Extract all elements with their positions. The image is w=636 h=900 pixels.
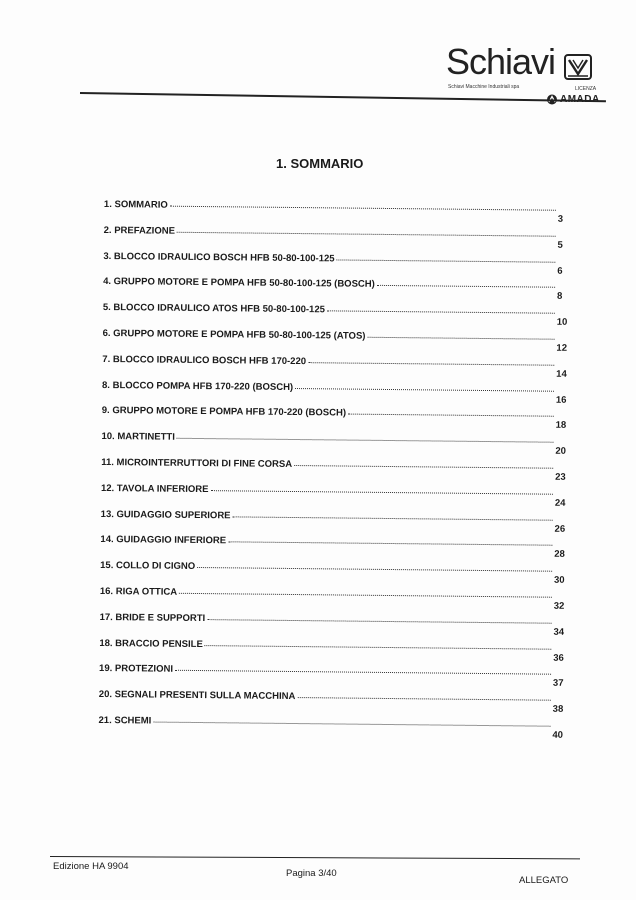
- brand-name: Schiavi: [446, 41, 556, 82]
- toc-dot-leader: [210, 489, 552, 495]
- toc-entry-page: 10: [556, 316, 568, 329]
- toc-entry-label: 18. BRACCIO PENSILE: [99, 637, 203, 650]
- table-of-contents: [98, 199, 569, 746]
- toc-dot-leader: [308, 361, 554, 366]
- toc-entry-label: 16. RIGA OTTICA: [99, 585, 178, 598]
- toc-dot-leader: [348, 413, 554, 417]
- toc-dot-leader: [367, 336, 554, 340]
- toc-entry-label: 21. SCHEMI: [98, 714, 152, 727]
- toc-dot-leader: [327, 310, 555, 314]
- toc-entry-page: 23: [555, 471, 566, 483]
- toc-entry-label: 10. MARTINETTI: [101, 431, 175, 443]
- toc-entry-page: 16: [555, 394, 567, 406]
- toc-entry-label: 3. BLOCCO IDRAULICO BOSCH HFB 50-80-100-125: [103, 250, 335, 265]
- toc-entry-page: 40: [552, 729, 564, 741]
- toc-dot-leader: [233, 515, 553, 520]
- toc-entry-label: 7. BLOCCO IDRAULICO BOSCH HFB 170-220: [102, 353, 307, 367]
- toc-dot-leader: [177, 437, 554, 443]
- toc-entry-page: 34: [553, 626, 565, 638]
- toc-dot-leader: [179, 592, 552, 598]
- license-label: LICENZA: [575, 86, 597, 92]
- page-title: 1. SOMMARIO: [276, 156, 364, 171]
- footer-page-number: Pagina 3/40: [286, 868, 337, 879]
- toc-entry-label: 1. SOMMARIO: [103, 199, 168, 211]
- partner-brand: AMADA: [560, 94, 600, 105]
- toc-dot-leader: [297, 696, 550, 701]
- footer-annex-label: ALLEGATO: [519, 875, 569, 886]
- toc-entry-page: 26: [554, 523, 566, 535]
- toc-entry-page: 36: [553, 652, 564, 664]
- toc-entry-label: 12. TAVOLA INFERIORE: [100, 482, 209, 495]
- toc-entry-label: 5. BLOCCO IDRAULICO ATOS HFB 50-80-100-125: [102, 302, 325, 316]
- toc-entry-page: 28: [554, 549, 565, 561]
- footer-divider: [50, 856, 580, 859]
- toc-entry-page: 24: [554, 497, 566, 509]
- toc-entry-page: 3: [557, 213, 564, 225]
- toc-dot-leader: [205, 644, 552, 650]
- schiavi-logo-icon: [564, 54, 592, 80]
- toc-entry-label: 8. BLOCCO POMPA HFB 170-220 (BOSCH): [101, 379, 294, 393]
- toc-entry-page: 18: [555, 420, 567, 432]
- toc-entry-page: 12: [556, 342, 568, 354]
- toc-entry-page: 8: [556, 291, 563, 303]
- toc-entry-label: 20. SEGNALI PRESENTI SULLA MACCHINA: [98, 689, 296, 703]
- toc-dot-leader: [175, 669, 551, 675]
- toc-dot-leader: [153, 720, 550, 726]
- toc-dot-leader: [207, 618, 551, 624]
- toc-dot-leader: [295, 387, 554, 392]
- toc-entry-page: 32: [553, 600, 565, 612]
- toc-dot-leader: [228, 541, 552, 546]
- toc-entry-page: 30: [553, 574, 565, 587]
- toc-entry-label: 15. COLLO DI CIGNO: [100, 560, 196, 573]
- toc-dot-leader: [294, 464, 553, 469]
- toc-dot-leader: [377, 284, 555, 288]
- toc-dot-leader: [177, 231, 556, 237]
- toc-entry-label: 19. PROTEZIONI: [99, 663, 174, 676]
- toc-entry-page: 5: [557, 239, 563, 251]
- toc-entry-page: 6: [557, 265, 563, 277]
- toc-entry-label: 6. GRUPPO MOTORE E POMPA HFB 50-80-100-125 (ATOS): [102, 327, 366, 342]
- toc-entry-page: 20: [555, 445, 567, 458]
- toc-entry-label: 2. PREFAZIONE: [103, 224, 175, 237]
- toc-dot-leader: [170, 205, 556, 211]
- toc-dot-leader: [337, 258, 556, 262]
- brand-subtitle: Schiavi Macchine Industriali spa: [448, 84, 520, 90]
- toc-entry-label: 11. MICROINTERRUTTORI DI FINE CORSA: [101, 456, 293, 470]
- toc-entry-page: 38: [552, 703, 564, 715]
- toc-entry-label: 14. GUIDAGGIO INFERIORE: [100, 534, 227, 547]
- toc-entry: [98, 715, 563, 746]
- toc-entry-label: 17. BRIDE E SUPPORTI: [99, 611, 206, 624]
- toc-label-line: [104, 199, 556, 215]
- toc-dot-leader: [197, 566, 552, 572]
- toc-entry-page: 37: [552, 678, 564, 690]
- toc-entry-page: 14: [556, 368, 567, 380]
- toc-entry-label: 4. GRUPPO MOTORE E POMPA HFB 50-80-100-125 (BOSCH): [103, 276, 375, 291]
- footer-edition: Edizione HA 9904: [53, 861, 129, 872]
- toc-entry-label: 13. GUIDAGGIO SUPERIORE: [100, 508, 231, 521]
- toc-entry-label: 9. GRUPPO MOTORE E POMPA HFB 170-220 (BOSCH): [101, 405, 347, 419]
